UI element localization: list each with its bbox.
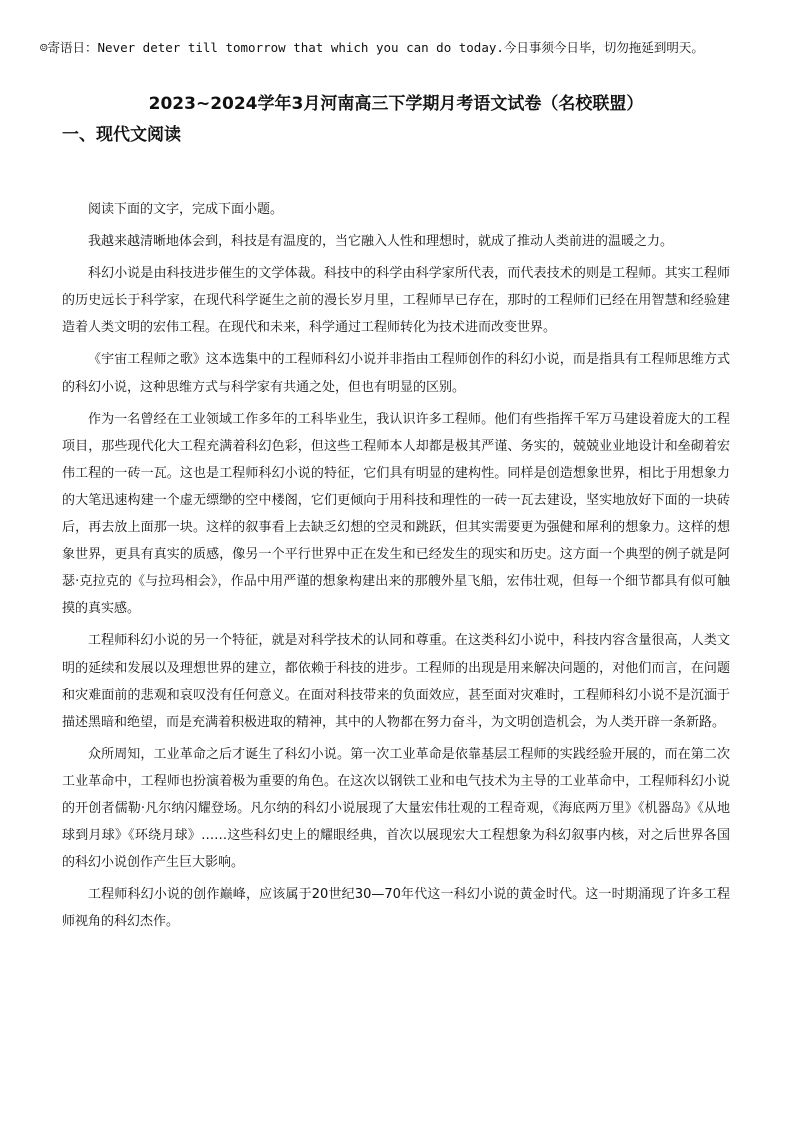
reading-passage: [62, 196, 730, 940]
paragraph: 科幻小说是由科技进步催生的文学体裁。科技中的科学由科学家所代表，而代表技术的则是工程师。其实工程师的历史远长于科学家，在现代科学诞生之前的漫长岁月里，工程师早已存在，那时的工程师们已经在用智慧和经验建造着人类文明的宏伟工程。在现代和未来，科学通过工程师转化为技术进而改变世界。: [62, 266, 730, 336]
paragraph: 我越来越清晰地体会到，科技是有温度的，当它融入人性和理想时，就成了推动人类前进的温暖之力。: [88, 234, 674, 250]
paragraph: 工程师科幻小说的创作巅峰，应该属于20世纪30—70年代这一科幻小说的黄金时代。这一时期涌现了许多工程师视角的科幻杰作。: [62, 887, 730, 930]
paragraph: 作为一名曾经在工业领域工作多年的工科毕业生，我认识许多工程师。他们有些指挥千军万马建设着庞大的工程项目，那些现代化大工程充满着科幻色彩，但这些工程师本人却都是极其严谨、务实的，兢兢业业地设计和垒砌着宏伟工程的一砖一瓦。这也是工程师科幻小说的特征，它们具有明显的建构性。同样是创造想象世界，相比于用想象力的大笔迅速构建一个虚无缥缈的空中楼阁，它们更倾向于用科技和理性的一砖一瓦去建设，坚实地放好下面的一块砖后，再去放上面那一块。这样的叙事看上去缺乏幻想的空灵和跳跃，但其实需要更为强健和犀利的想象力。这样的想象世界，更具有真实的质感，像另一个平行世界中正在发生和已经发生的现实和历史。这方面一个典型的例子就是阿瑟·克拉克的《与拉玛相会》，作品中用严谨的想象构建出来的那艘外星飞船，宏伟壮观，但每一个细节都具有似可触摸的真实感。: [62, 411, 730, 617]
paragraph: 《宇宙工程师之歌》这本选集中的工程师科幻小说并非指由工程师创作的科幻小说，而是指具有工程师思维方式的科幻小说，这种思维方式与科学家有共通之处，但也有明显的区别。: [62, 352, 730, 395]
paragraph: 工程师科幻小说的另一个特征，就是对科学技术的认同和尊重。在这类科幻小说中，科技内容含量很高，人类文明的延续和发展以及理想世界的建立，都依赖于科技的进步。工程师的出现是用来解决问题的，对他们而言，在问题和灾难面前的悲观和哀叹没有任何意义。在面对科技带来的负面效应，甚至面对灾难时，工程师科幻小说不是沉湎于描述黑暗和绝望，而是充满着积极进取的精神，其中的人物都在努力奋斗，为文明创造机会，为人类开辟一条新路。: [62, 633, 730, 730]
section-heading: 一、现代文阅读: [62, 125, 181, 145]
paragraph: 众所周知，工业革命之后才诞生了科幻小说。第一次工业革命是依靠基层工程师的实践经验开展的，而在第二次工业革命中，工程师也扮演着极为重要的角色。在这次以钢铁工业和电气技术为主导的工业革命中，工程师科幻小说的开创者儒勒·凡尔纳闪耀登场。凡尔纳的科幻小说展现了大量宏伟壮观的工程奇观，《海底两万里》《机器岛》《从地球到月球》《环绕月球》……这些科幻史上的耀眼经典，首次以展现宏大工程想象为科幻叙事内核，对之后世界各国的科幻小说创作产生巨大影响。: [62, 746, 730, 871]
page-title: 2023~2024学年3月河南高三下学期月考语文试卷（名校联盟）: [148, 94, 644, 114]
paragraph: 阅读下面的文字，完成下面小题。: [88, 202, 284, 217]
motto-line: ☺寄语日：Never deter till tomorrow that which you can do today.今日事须今日毕，切勿拖延到明天。: [40, 40, 704, 55]
